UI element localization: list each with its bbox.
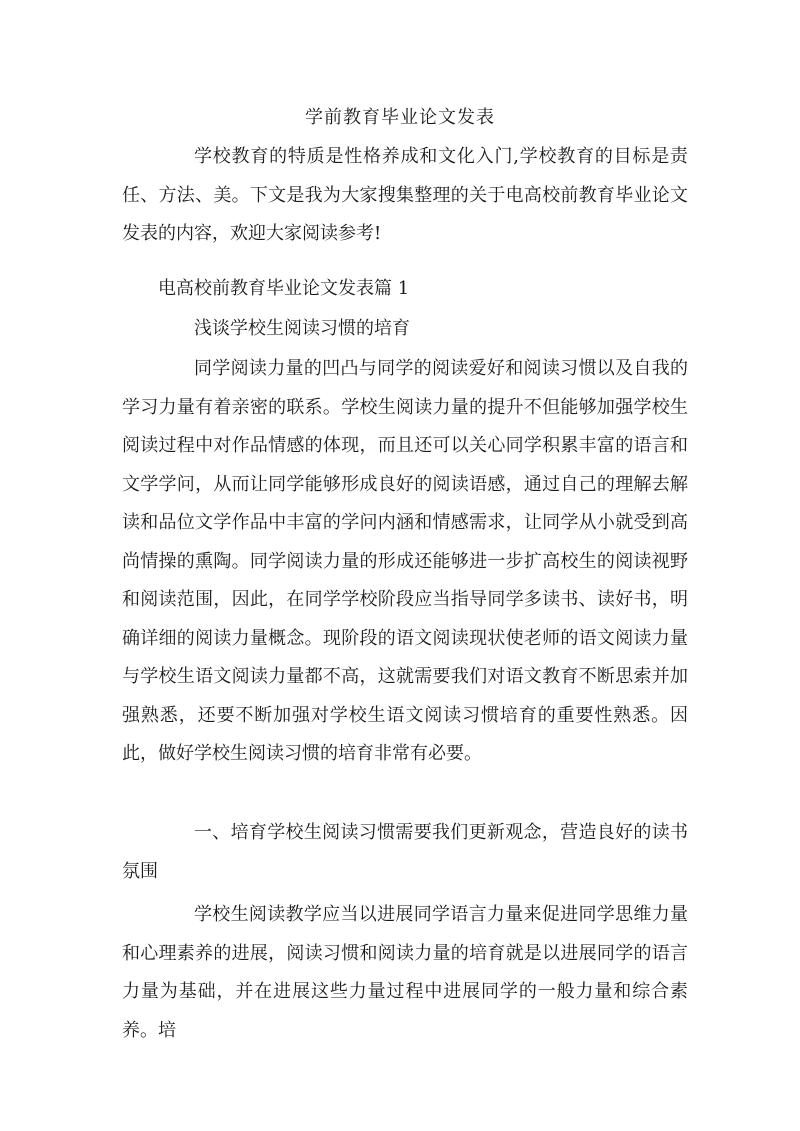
body-paragraph-1-text: 同学阅读力量的凹凸与同学的阅读爱好和阅读习惯以及自我的学习力量有着亲密的联系。学校生阅读力量的提升不但能够加强学校生阅读过程中对作品情感的体现，而且还可以关心同学积累丰富的语言和文学学问，从而让同学能够形成良好的阅读语感，通过自己的理解去解读和品位文学作品中丰富的学问内涵和情感需求，让同学从小就受到高尚情操的熏陶。同学阅读力量的形成还能够进一步扩高校生的阅读视野和阅读范围，因此，在同学学校阶段应当指导同学多读书、读好书，明确详细的阅读力量概念。现阶段的语文阅读现状使老师的语文阅读力量与学校生语文阅读力量都不高，这就需要我们对语文教育不断思索并加强熟悉，还要不断加强对学校生语文阅读习惯培育的重要性熟悉。因此，做好学校生阅读习惯的培育非常有必要。 (122, 358, 688, 764)
subheading-1-text: 一、培育学校生阅读习惯需要我们更新观念，营造良好的读书氛围 (122, 822, 688, 882)
subheading-1 (122, 814, 688, 891)
intro-paragraph (122, 138, 688, 254)
intro-text: 学校教育的特质是性格养成和文化入门,学校教育的目标是责任、方法、美。下文是我为大家搜集整理的关于电高校前教育毕业论文发表的内容，欢迎大家阅读参考! (122, 146, 688, 244)
article-title: 浅谈学校生阅读习惯的培育 (194, 318, 410, 339)
section-heading: 电高校前教育毕业论文发表篇 1 (158, 278, 410, 299)
body-paragraph-2 (122, 896, 688, 1050)
body-paragraph-1 (122, 350, 688, 774)
document-title: 学前教育毕业论文发表 (305, 107, 495, 128)
body-paragraph-2-text: 学校生阅读教学应当以进展同学语言力量来促进同学思维力量和心理素养的进展，阅读习惯和阅读力量的培育就是以进展同学的语言力量为基础，并在进展这些力量过程中进展同学的一般力量和综合素养。培 (122, 904, 688, 1041)
